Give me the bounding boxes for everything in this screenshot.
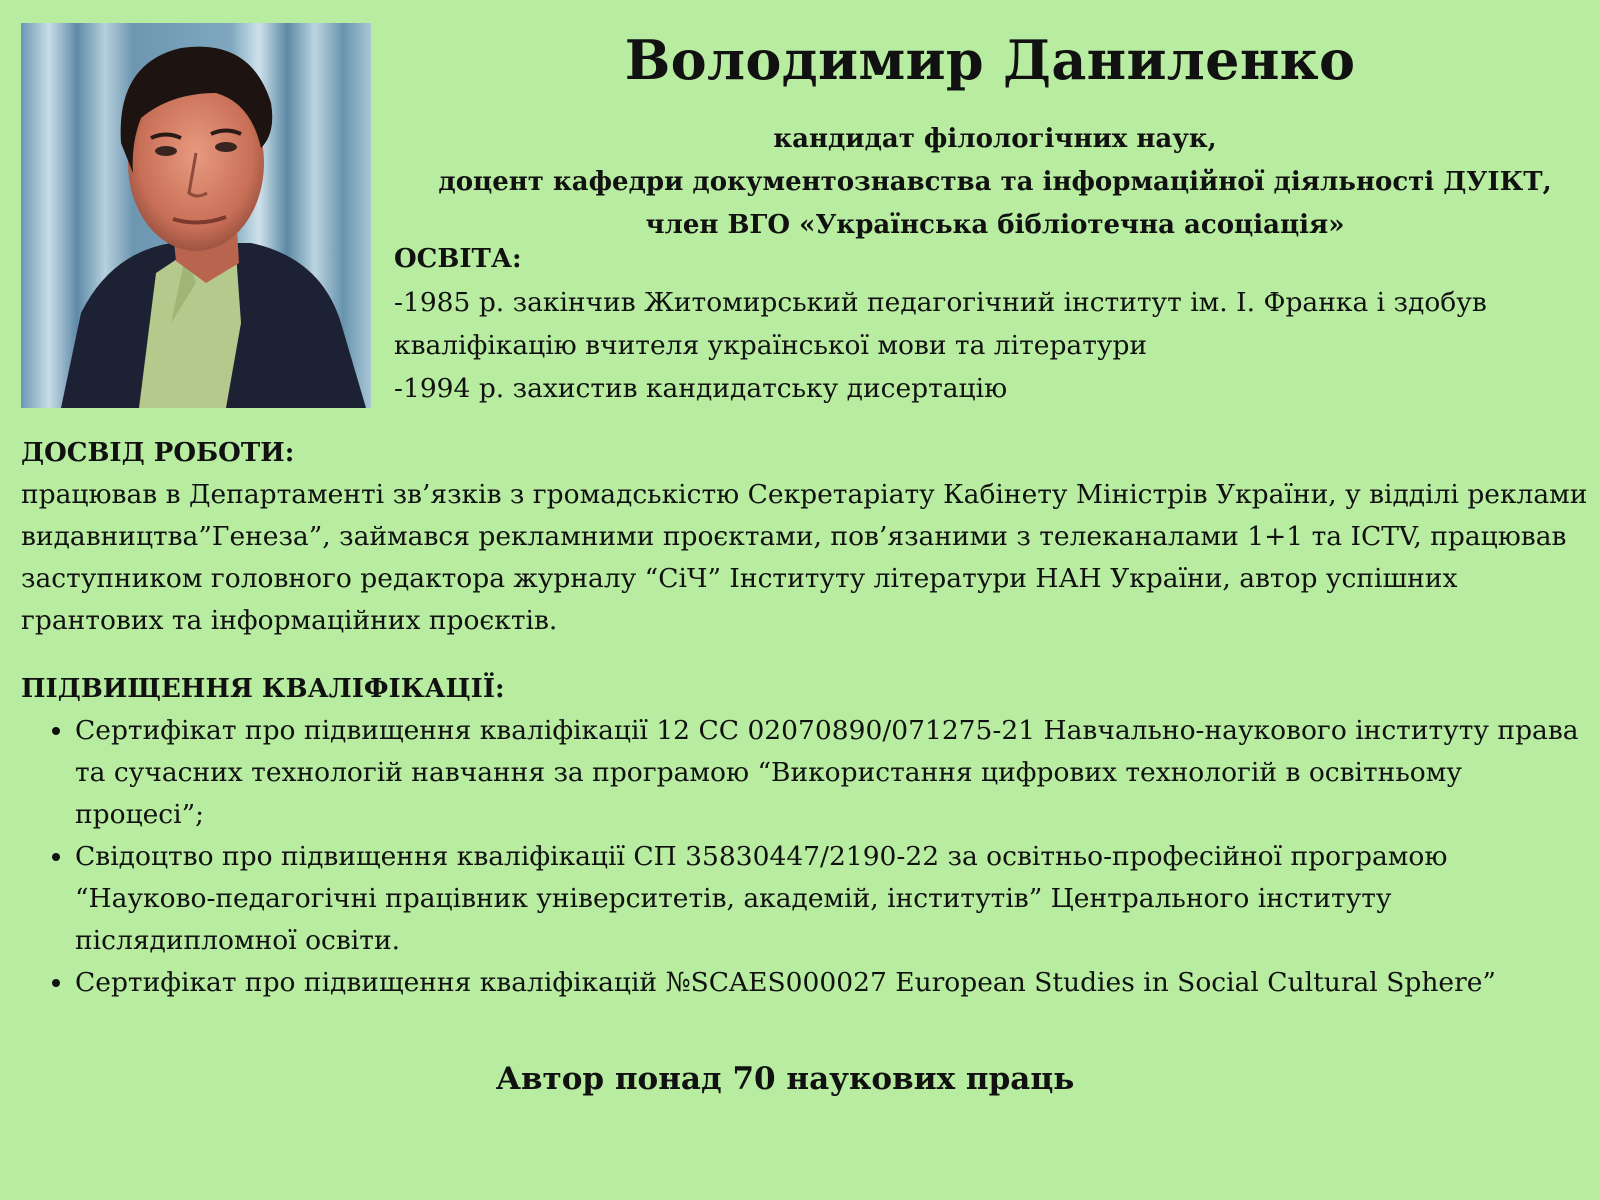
membership-title: член ВГО «Українська бібліотечна асоціація» bbox=[645, 210, 1345, 240]
position-title: доцент кафедри документознавства та інформаційної діяльності ДУІКТ, bbox=[438, 167, 1552, 197]
list-item: • Сертифікат про підвищення кваліфікацій №SCAES000027 European Studies in Social Cultural Sphere” bbox=[75, 962, 1591, 1004]
list-item: • Сертифікат про підвищення кваліфікації 12 СС 02070890/071275-21 Навчально-наукового інституту права та сучасних технологій навчання за програмою “Використання цифрових технологій в освітньому процесі”; bbox=[75, 710, 1591, 836]
portrait-photo bbox=[21, 23, 371, 408]
qualifications-section bbox=[21, 668, 1591, 1004]
qualifications-list bbox=[21, 710, 1591, 1004]
experience-text: працював в Департаменті зв’язків з громадськістю Секретаріату Кабінету Міністрів України, у відділі реклами видавництва”Генеза”, займався рекламними проєктами, пов’язаними з телеканалами 1+1 та ICTV, працював заступником головного редактора журналу “СіЧ” Інституту літератури НАН України, автор успішних грантових та інформаційних проєктів. bbox=[21, 479, 1588, 636]
education-item: -1985 р. закінчив Житомирський педагогічний інститут ім. І. Франка і здобув кваліфікацію вчителя української мови та літератури bbox=[394, 287, 1487, 361]
education-section bbox=[394, 238, 1584, 410]
person-titles bbox=[390, 118, 1600, 247]
experience-section bbox=[21, 432, 1591, 642]
experience-heading: ДОСВІД РОБОТИ: bbox=[21, 438, 295, 468]
qualifications-heading: ПІДВИЩЕННЯ КВАЛІФІКАЦІЇ: bbox=[21, 674, 505, 704]
academic-degree: кандидат філологічних наук, bbox=[773, 124, 1217, 154]
person-name: Володимир Даниленко bbox=[624, 28, 1356, 92]
publications-summary: Автор понад 70 наукових праць bbox=[495, 1061, 1075, 1097]
list-item: • Свідоцтво про підвищення кваліфікації СП 35830447/2190-22 за освітньо-професійної програмою “Науково-педагогічні працівник університетів, академій, інститутів” Центрального інституту післядипломної освіти. bbox=[75, 836, 1591, 962]
education-item: -1994 р. захистив кандидатську дисертацію bbox=[394, 373, 1008, 404]
education-heading: ОСВІТА: bbox=[394, 244, 522, 274]
